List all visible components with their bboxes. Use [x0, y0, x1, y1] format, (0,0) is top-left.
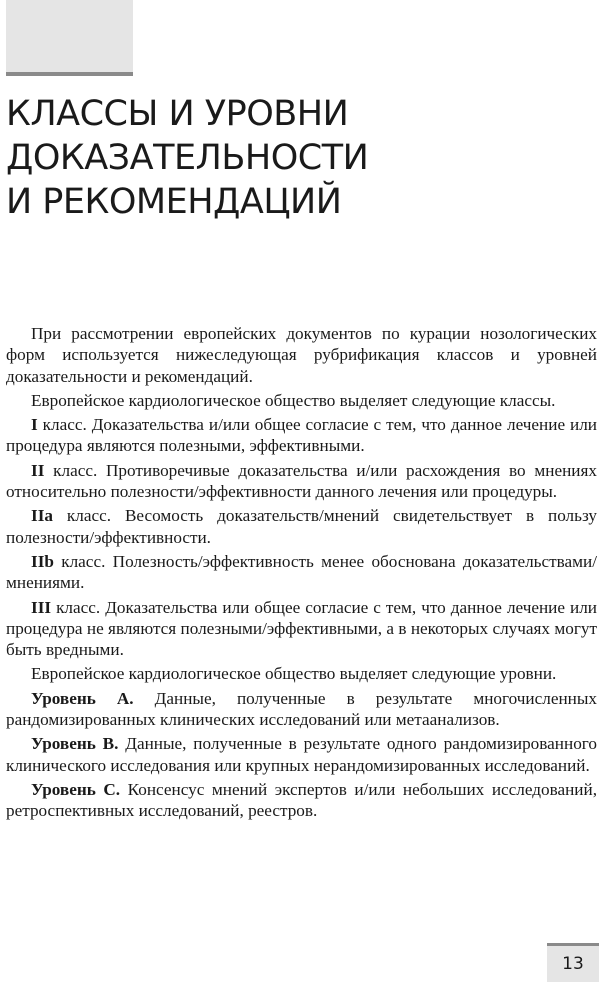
- class-label: I: [31, 415, 38, 435]
- class-ii-paragraph: II класс. Противоречивые доказательства и/или расхождения во мнениях относительно полезности/эффективности данного лечения или процедуры.: [6, 460, 597, 502]
- level-label: Уровень С.: [31, 779, 121, 799]
- corner-decor-rule: [6, 72, 133, 76]
- class-label: III: [31, 597, 52, 617]
- corner-decor-box: [6, 0, 133, 72]
- level-b-paragraph: Уровень В. Данные, полученные в результате одного рандомизированного клинического исследования или крупных нерандомизированных исследований.: [6, 734, 597, 775]
- level-label: Уровень В.: [31, 734, 119, 754]
- page-number-box: [547, 943, 599, 982]
- class-iib-paragraph: IIb класс. Полезность/эффективность менее обоснована доказательствами/мнениями.: [6, 551, 597, 593]
- body-text: [6, 323, 597, 825]
- chapter-title: [6, 92, 596, 224]
- class-label: IIa: [31, 506, 53, 526]
- level-a-paragraph: Уровень А. Данные, полученные в результате многочисленных рандомизированных клинических исследований или метаанализов.: [6, 688, 597, 730]
- class-label: II: [31, 460, 45, 480]
- class-label: IIb: [31, 551, 54, 571]
- level-label: Уровень А.: [31, 688, 134, 708]
- class-iia-paragraph: IIa класс. Весомость доказательств/мнений свидетельствует в пользу полезности/эффективности.: [6, 506, 597, 547]
- intro-paragraph: При рассмотрении европейских документов по курации нозологических форм используется нижеследующая рубрификация классов и уровней доказательности и рекомендаций.: [6, 324, 597, 386]
- levels-intro-paragraph: Европейское кардиологическое общество выделяет следующие уровни.: [31, 664, 557, 684]
- chapter-title-line: ДОКАЗАТЕЛЬНОСТИ: [6, 138, 369, 178]
- chapter-title-line: КЛАССЫ И УРОВНИ: [6, 94, 349, 134]
- classes-intro-paragraph: Европейское кардиологическое общество выделяет следующие классы.: [31, 390, 556, 410]
- page-number: 13: [562, 954, 584, 974]
- chapter-title-line: И РЕКОМЕНДАЦИЙ: [6, 182, 342, 222]
- class-iii-paragraph: III класс. Доказательства или общее согласие с тем, что данное лечение или процедура не являются полезными/эффективными, а в некоторых случаях могут быть вредными.: [6, 597, 597, 660]
- level-c-paragraph: Уровень С. Консенсус мнений экспертов и/или небольших исследований, ретроспективных исследований, реестров.: [6, 779, 597, 821]
- class-i-paragraph: I класс. Доказательства и/или общее согласие с тем, что данное лечение или процедура являются полезными, эффективными.: [6, 415, 597, 456]
